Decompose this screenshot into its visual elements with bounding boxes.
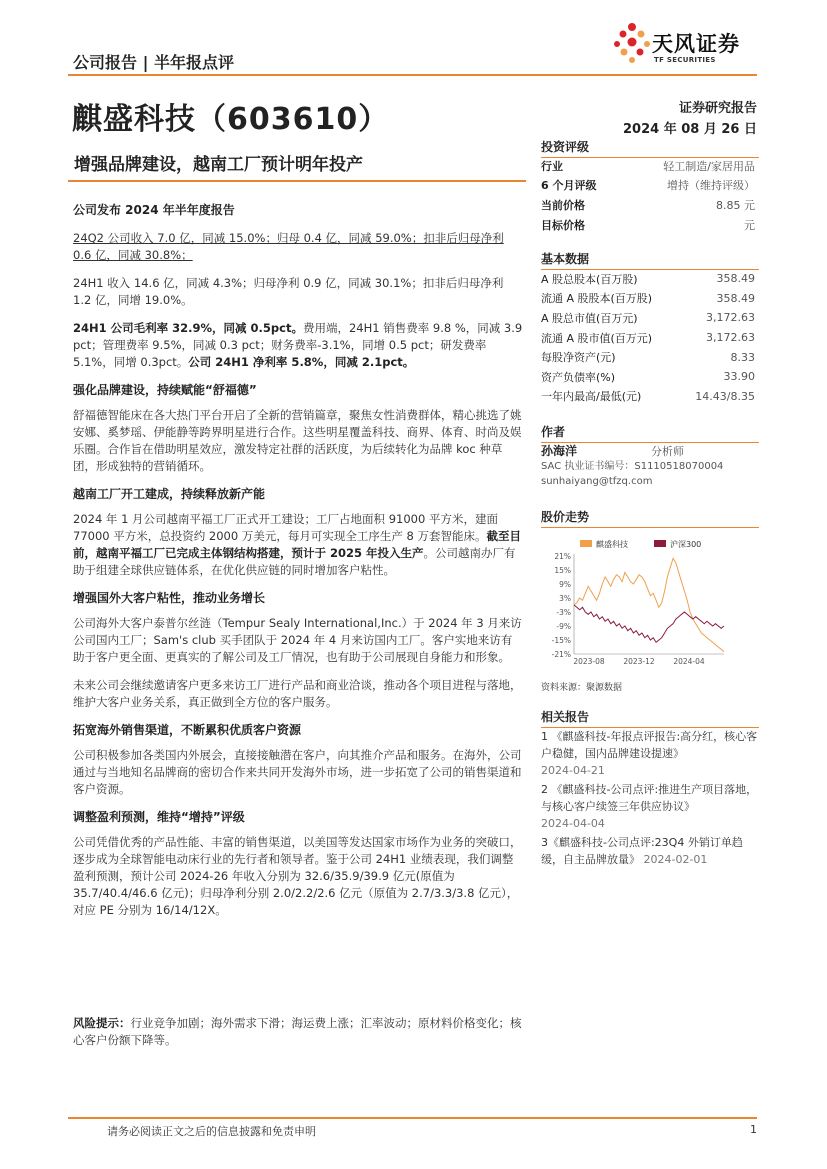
paragraph: 舒福德智能床在各大热门平台开启了全新的营销篇章，聚焦女性消费群体，精心挑选了姚安娜、奚梦瑶、伊能静等跨界明星进行合作。这些明星覆盖科技、商界、体育、时尚及娱乐圈。合作旨在借助明星效应，激发特定社群的活跃度，为后续转化为品牌 koc 种草团，形成独特的营销循环。	[73, 408, 522, 473]
paragraph: 24Q2 公司收入 7.0 亿，同减 15.0%；归母 0.4 亿，同减 59.0%；扣非后归母净利 0.6 亿，同减 30.8%；	[73, 231, 504, 262]
text: 2024 年 1 月公司越南平福工厂正式开工建设；工厂占地面积 91000 平方米，建面 77000 平方米，总投资约 2000 万美元，每月可实现全工序生产 8 万套智能床。	[73, 512, 498, 543]
basic-row	[541, 308, 755, 328]
rating-value: 增持（维持评级）	[667, 179, 755, 193]
risk-warning	[73, 1015, 523, 1049]
related-item[interactable]	[541, 781, 759, 832]
basic-label: 资产负债率(%)	[541, 370, 616, 384]
report-category: 公司报告 | 半年报点评	[73, 53, 234, 72]
basic-data-table	[541, 269, 755, 406]
basic-label: A 股总股本(百万股)	[541, 272, 638, 286]
paragraph: 公司积极参加各类国内外展会，直接接触潜在客户，向其推介产品和服务。在海外，公司通过与当地知名品牌商的密切合作来共同开发海外市场，进一步拓宽了公司的销售渠道和客户资源。	[73, 748, 522, 796]
logo-mark-icon	[612, 22, 652, 66]
company-title: 麒盛科技（603610）	[72, 102, 390, 137]
y-tick-label: 21%	[554, 552, 571, 561]
basic-label: 每股净资产(元)	[541, 351, 616, 365]
basic-label: 流通 A 股市值(百万元)	[541, 331, 653, 345]
paragraph: 24H1 收入 14.6 亿，同减 4.3%；归母净利 0.9 亿，同减 30.1%；扣非后归母净利 1.2 亿，同增 19.0%。	[73, 276, 504, 307]
basic-label: 一年内最高/最低(元)	[541, 390, 642, 404]
basic-data-title: 基本数据	[541, 250, 759, 270]
rating-label: 目标价格	[541, 218, 585, 232]
paragraph	[73, 320, 523, 371]
risk-text: 行业竞争加剧；海外需求下滑；海运费上涨；汇率波动；原材料价格变化；核心客户份额下降等。	[73, 1016, 522, 1047]
report-date: 2024 年 08 月 26 日	[623, 122, 757, 137]
main-content	[73, 202, 523, 919]
rating-value: 8.85 元	[716, 198, 755, 212]
y-tick-label: 15%	[554, 566, 571, 575]
headline-divider	[68, 180, 526, 182]
rating-row	[541, 156, 755, 176]
series-line	[574, 605, 724, 642]
section-heading: 越南工厂开工建成，持续释放新产能	[73, 487, 266, 501]
rating-value: 元	[744, 218, 755, 232]
legend-label: 麒盛科技	[596, 540, 628, 549]
rating-row	[541, 195, 755, 215]
y-tick-label: 9%	[559, 580, 571, 589]
paragraph: 未来公司会继续邀请客户更多来访工厂进行产品和商业洽谈，推动各个项目进程与落地，维护大客户业务关系，真正做到全方位的客户服务。	[73, 678, 522, 709]
legend-swatch	[580, 540, 592, 547]
y-tick-label: -9%	[556, 622, 571, 631]
basic-row	[541, 367, 755, 387]
chart-source: 资料来源：聚源数据	[541, 683, 623, 693]
logo-name: 天风证券	[652, 32, 740, 56]
related-list	[541, 728, 759, 868]
author-title: 作者	[541, 423, 759, 443]
y-tick-label: -21%	[551, 650, 571, 659]
bold-text: 截至目前，越南平福工厂已完成主体钢结构搭建，预计于 2025 年投入生产	[73, 529, 521, 560]
author-name: 孙海洋	[541, 444, 578, 458]
related-date: 2024-04-21	[541, 764, 605, 777]
basic-label: 流通 A 股股本(百万股)	[541, 292, 653, 306]
rating-value: 轻工制造/家居用品	[663, 159, 755, 173]
y-tick-label: -15%	[551, 636, 571, 645]
basic-value: 33.90	[723, 370, 755, 384]
basic-label: A 股总市值(百万元)	[541, 311, 638, 325]
basic-value: 3,172.63	[706, 311, 755, 325]
author-email[interactable]: sunhaiyang@tfzq.com	[541, 476, 653, 487]
rating-row	[541, 176, 755, 196]
author-block	[541, 444, 759, 489]
related-text: 3《麒盛科技-公司点评:23Q4 外销订单趋缓，自主品牌放量》	[541, 836, 743, 866]
related-item[interactable]	[541, 728, 759, 779]
company-logo	[612, 22, 762, 72]
section-heading: 调整盈利预测，维持“增持”评级	[73, 810, 245, 824]
y-tick-label: 3%	[559, 594, 571, 603]
rating-label: 当前价格	[541, 198, 585, 212]
basic-value: 8.33	[730, 350, 755, 364]
basic-row	[541, 387, 755, 407]
rating-table	[541, 156, 755, 234]
related-item[interactable]	[541, 834, 759, 868]
basic-row	[541, 289, 755, 309]
bold-text: 24H1 公司毛利率 32.9%，同减 0.5pct。	[73, 321, 303, 335]
basic-row	[541, 269, 755, 289]
text: 。公司越南办厂有助于组建全球供应链体系，在优化供应链的同时增加客户粘性。	[73, 546, 516, 577]
related-date: 2024-02-01	[643, 853, 708, 866]
header-divider	[68, 74, 757, 76]
bold-text: 公司 24H1 净利率 5.8%，同减 2.1pct。	[188, 355, 415, 369]
footer-disclaimer: 请务必阅读正文之后的信息披露和免责申明	[107, 1125, 316, 1138]
logo-subtitle: TF SECURITIES	[654, 56, 716, 64]
related-date: 2024-04-04	[541, 817, 605, 830]
basic-row	[541, 328, 755, 348]
price-chart	[538, 540, 760, 690]
section-heading: 强化品牌建设，持续赋能“舒福德”	[73, 383, 257, 397]
rating-row	[541, 215, 755, 235]
report-headline: 增强品牌建设，越南工厂预计明年投产	[74, 155, 363, 175]
basic-value: 3,172.63	[706, 331, 755, 345]
section-heading: 公司发布 2024 年半年度报告	[73, 203, 235, 217]
paragraph: 公司凭借优秀的产品性能、丰富的销售渠道，以美国等发达国家市场作为业务的突破口，逐步成为全球智能电动床行业的先行者和领导者。鉴于公司 24H1 业绩表现，我们调整盈利预测，预计公司 2024-26 年收入分别为 32.6/35.9/39.9 亿元(原值为 35.7/40.4/46.6 亿元)；归母净利分别 2.0/2.2/2.6 亿元（原值为 2.7/3.3/3.8 亿元），对应 PE 分别为 16/14/12X。	[73, 835, 522, 917]
risk-label: 风险提示：	[73, 1016, 131, 1030]
legend-label: 沪深300	[670, 540, 702, 549]
section-heading: 增强国外大客户粘性，推动业务增长	[73, 591, 266, 605]
legend-swatch	[654, 540, 666, 547]
paragraph	[73, 511, 523, 579]
basic-row	[541, 347, 755, 367]
text: 费用端，24H1 销售费率 9.8 %，同减 3.9 pct；管理费率 9.5%，同减 0.3 pct；财务费率-3.1%，同增 0.5 pct；研发费率 5.1%，同增 0.3pct。	[73, 321, 523, 369]
basic-value: 14.43/8.35	[695, 389, 755, 403]
paragraph: 公司海外大客户泰普尔丝涟（Tempur Sealy International,Inc.）于 2024 年 3 月来访公司国内工厂；Sam's club 买手团队于 2024 年 4 月来访国内工厂。客户实地来访有助于客户更全面、更真实的了解公司及工厂情况，也有助于公司展现自身能力和形象。	[73, 616, 522, 664]
chart-title: 股价走势	[541, 508, 759, 528]
basic-value: 358.49	[716, 291, 755, 305]
related-text: 1 《麒盛科技-年报点评报告:高分红，核心客户稳健，国内品牌建设提速》	[541, 730, 758, 760]
related-title: 相关报告	[541, 708, 759, 728]
related-text: 2 《麒盛科技-公司点评:推进生产项目落地，与核心客户续签三年供应协议》	[541, 783, 758, 813]
report-type: 证券研究报告	[678, 101, 757, 116]
basic-value: 358.49	[716, 272, 755, 286]
page-number: 1	[750, 1123, 757, 1136]
author-role: 分析师	[651, 445, 684, 458]
y-tick-label: -3%	[556, 608, 571, 617]
author-cert: SAC 执业证书编号：S1110518070004	[541, 461, 724, 472]
rating-title: 投资评级	[541, 138, 759, 158]
x-tick-label: 2024-04	[673, 657, 705, 666]
section-heading: 拓宽海外销售渠道，不断累积优质客户资源	[73, 723, 302, 737]
rating-label: 6 个月评级	[541, 179, 597, 193]
rating-label: 行业	[541, 159, 563, 173]
footer-divider	[68, 1117, 757, 1119]
x-tick-label: 2023-12	[623, 657, 655, 666]
x-tick-label: 2023-08	[573, 657, 605, 666]
